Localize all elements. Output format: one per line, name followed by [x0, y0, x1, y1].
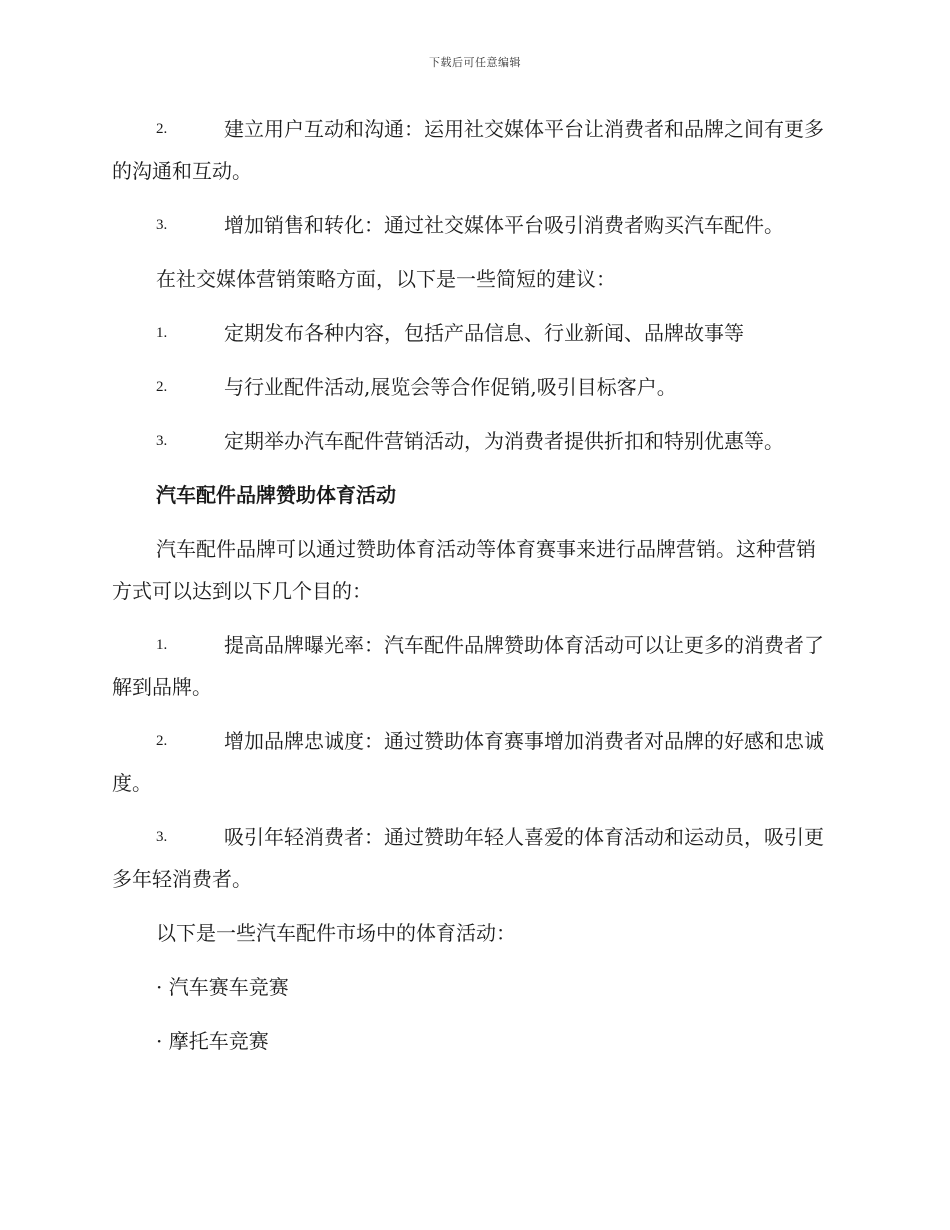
list-item-text: 与行业配件活动,展览会等合作促销,吸引目标客户。 [224, 375, 677, 399]
list-item-sales-conversion [112, 204, 834, 246]
list-item-text: 定期发布各种内容，包括产品信息、行业新闻、品牌故事等 [224, 321, 744, 345]
list-number: 3. [156, 829, 168, 845]
list-number: 2. [156, 121, 168, 137]
list-number: 2. [156, 733, 168, 749]
list-item-cooperation [112, 366, 834, 408]
list-item-marketing-events [112, 420, 834, 462]
paragraph-sponsorship-intro: 汽车配件品牌可以通过赞助体育活动等体育赛事来进行品牌营销。这种营销方式可以达到以下几个目的： [112, 537, 816, 603]
list-number: 2. [156, 379, 168, 395]
section-heading: 汽车配件品牌赞助体育活动 [156, 483, 396, 507]
page-header: 下载后可任意编辑 [429, 56, 521, 69]
list-item-text: 定期举办汽车配件营销活动，为消费者提供折扣和特别优惠等。 [224, 429, 784, 453]
list-item-text: 提高品牌曝光率：汽车配件品牌赞助体育活动可以让更多的消费者了解到品牌。 [112, 633, 824, 699]
paragraph-sports-events-intro: 以下是一些汽车配件市场中的体育活动： [156, 921, 516, 945]
list-item-young-consumers [112, 816, 834, 900]
list-number: 3. [156, 433, 168, 449]
list-number: 3. [156, 217, 168, 233]
list-item-user-interaction [112, 108, 834, 192]
document-body [112, 108, 834, 1074]
list-item-brand-loyalty [112, 720, 834, 804]
list-item-text: 吸引年轻消费者：通过赞助年轻人喜爱的体育活动和运动员，吸引更多年轻消费者。 [112, 825, 824, 891]
list-number: 1. [156, 325, 168, 341]
list-item-brand-exposure [112, 624, 834, 708]
paragraph-strategy-intro: 在社交媒体营销策略方面，以下是一些简短的建议： [156, 267, 616, 291]
list-item-publish-content [112, 312, 834, 354]
list-item-text: 增加销售和转化：通过社交媒体平台吸引消费者购买汽车配件。 [224, 213, 784, 237]
list-number: 1. [156, 637, 168, 653]
bullet-item-motorcycle-racing: · 摩托车竞赛 [156, 1029, 269, 1053]
bullet-item-car-racing: · 汽车赛车竞赛 [156, 975, 289, 999]
list-item-text: 增加品牌忠诚度：通过赞助体育赛事增加消费者对品牌的好感和忠诚度。 [112, 729, 824, 795]
list-item-text: 建立用户互动和沟通：运用社交媒体平台让消费者和品牌之间有更多的沟通和互动。 [112, 117, 824, 183]
